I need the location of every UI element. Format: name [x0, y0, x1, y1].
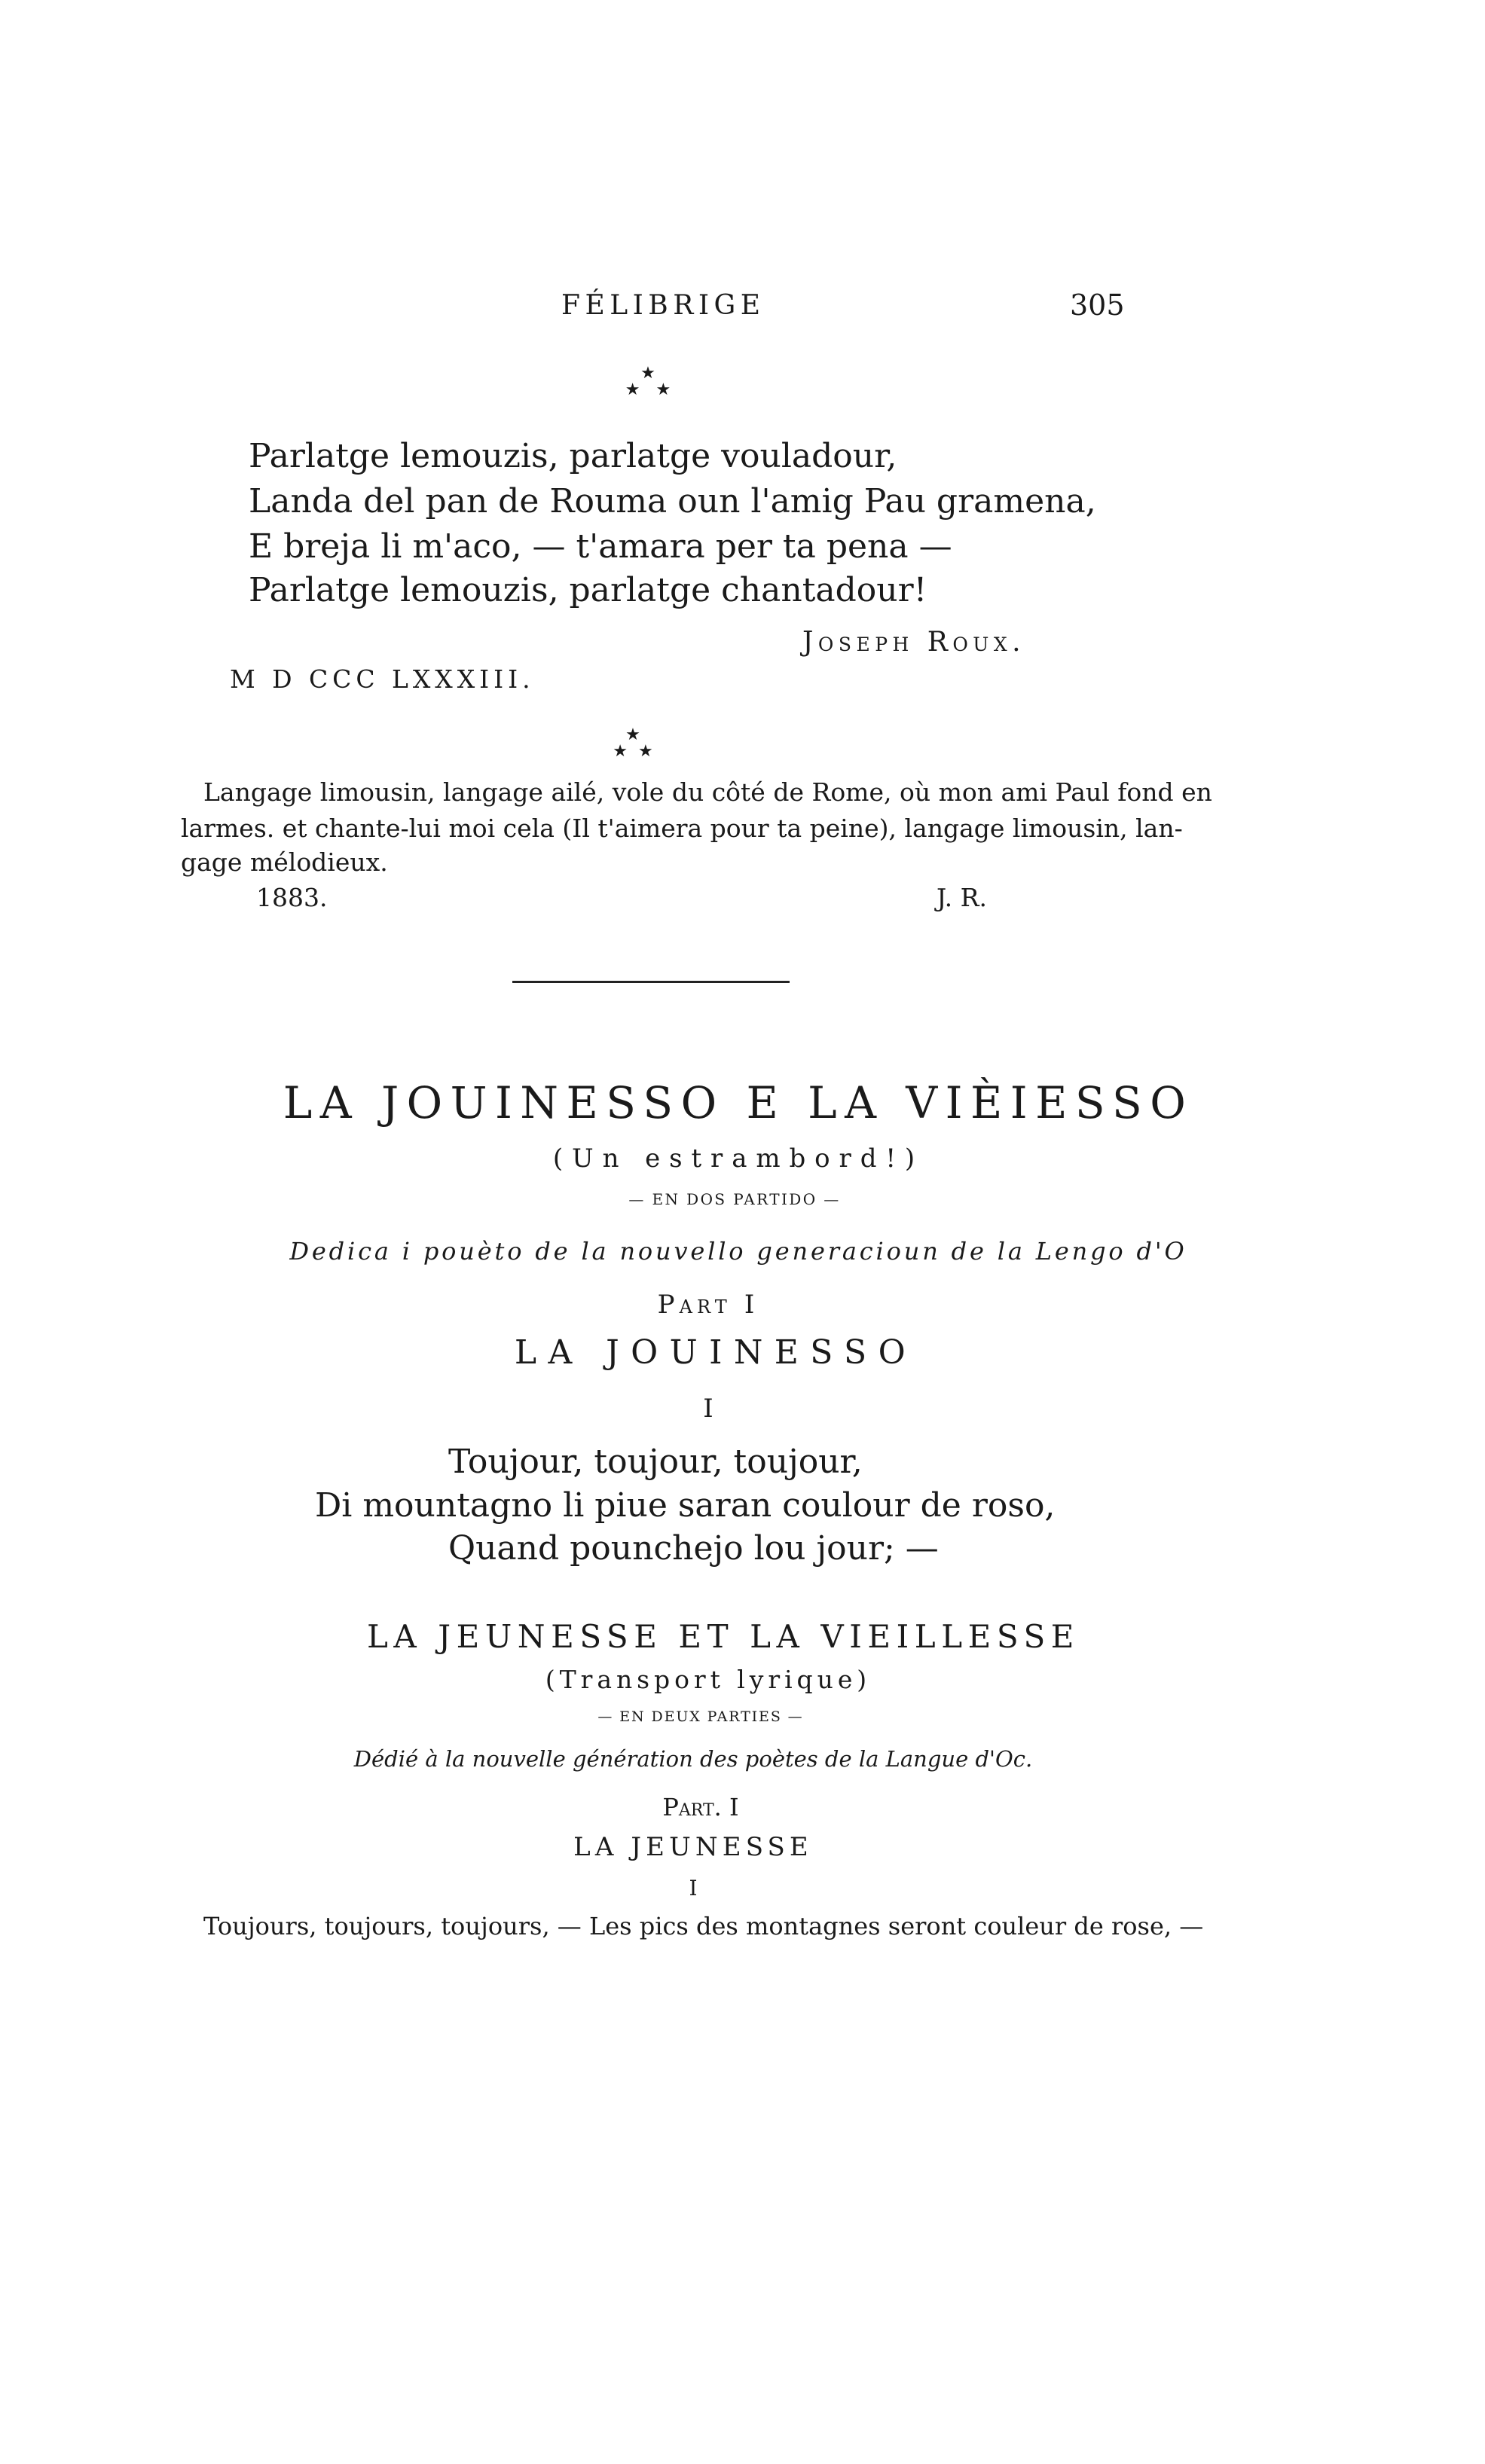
translation-parts-note: — EN DEUX PARTIES —: [597, 1708, 804, 1725]
dedication: Dedica i pouèto de la nouvello generacioun de la Lengo d'O: [289, 1237, 1187, 1266]
section-divider: [512, 981, 790, 983]
poem-line: Parlatge lemouzis, parlatge vouladour,: [249, 437, 897, 475]
section-numeral: I: [703, 1394, 713, 1424]
poem-title: LA JOUINESSO E LA VIÈIESSO: [283, 1077, 1194, 1128]
translation-line: gage mélodieux.: [181, 847, 388, 877]
translation-line: Langage limousin, langage ailé, vole du côté de Rome, où mon ami Paul fond en: [203, 777, 1212, 807]
translation-part-label: Part. I: [662, 1793, 739, 1821]
parts-note: — EN DOS PARTIDO —: [628, 1190, 841, 1208]
part-label: Part I: [657, 1290, 759, 1320]
poem-line: Quand pounchejo lou jour; —: [448, 1529, 939, 1568]
poem-line: Parlatge lemouzis, parlatge chantadour!: [249, 571, 927, 609]
translation-subtitle: (Transport lyrique): [545, 1665, 872, 1694]
part-title: LA JOUINESSO: [514, 1333, 918, 1372]
stanza-asterism: ★ ★ ★: [613, 725, 653, 761]
poem-line: Toujour, toujour, toujour,: [448, 1443, 863, 1481]
translation-title: LA JEUNESSE ET LA VIEILLESSE: [366, 1618, 1080, 1655]
translation-dedication: Dédié à la nouvelle génération des poètes de la Langue d'Oc.: [353, 1746, 1033, 1772]
poem-line: Landa del pan de Rouma oun l'amig Pau gramena,: [249, 482, 1096, 521]
poem-subtitle: (Un estrambord!): [552, 1143, 924, 1174]
translation-section-numeral: I: [689, 1876, 698, 1901]
translation-initials: J. R.: [937, 883, 987, 912]
running-title: FÉLIBRIGE: [561, 290, 765, 321]
poem-author: Joseph Roux.: [802, 627, 1026, 658]
page-number: 305: [1070, 289, 1125, 322]
translation-year: 1883.: [256, 883, 328, 912]
translation-part-title: LA JEUNESSE: [573, 1832, 813, 1862]
poem-line: E breja li m'aco, — t'amara per ta pena —: [249, 527, 952, 566]
translation-line: larmes. et chante-lui moi cela (Il t'aimera pour ta peine), langage limousin, lan-: [181, 814, 1183, 843]
poem-line: Di mountagno li piue saran coulour de roso,: [315, 1486, 1056, 1525]
poem-date: M D CCC LXXXIII.: [230, 664, 535, 694]
translation-line: Toujours, toujours, toujours, — Les pics des montagnes seront couleur de rose, —: [203, 1912, 1204, 1940]
stanza-asterism: ★ ★ ★: [625, 364, 671, 399]
